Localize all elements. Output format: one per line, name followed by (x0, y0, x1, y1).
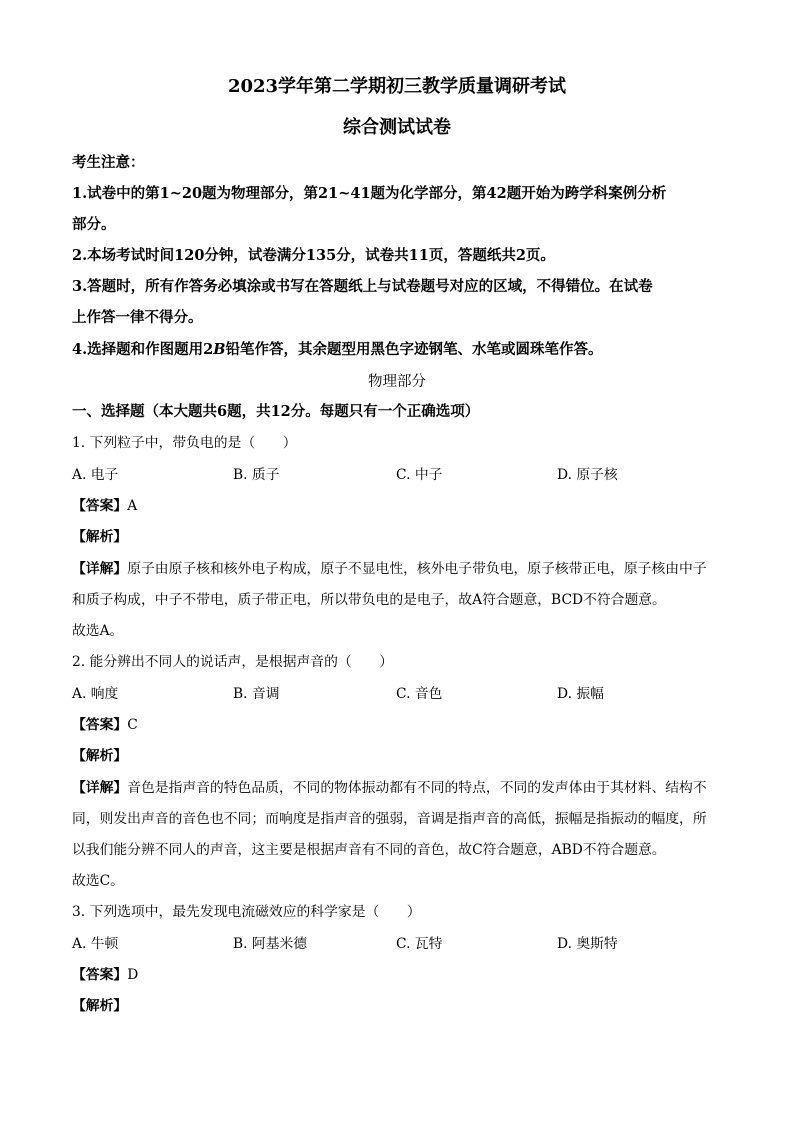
question-1-stem: 1. 下列粒子中，带负电的是（ ） (72, 435, 297, 451)
exam-subtitle: 综合测试试卷 (343, 117, 451, 138)
notice-heading: 考生注意： (72, 154, 145, 171)
question-3-option-a: A. 牛顿 (72, 936, 119, 952)
exam-title: 2023学年第二学期初三教学质量调研考试 (227, 76, 567, 97)
notice-item-1-cont: 部分。 (72, 216, 116, 233)
question-3-stem: 3. 下列选项中，最先发现电流磁效应的科学家是（ ） (72, 904, 421, 920)
notice-item-3-cont: 上作答一律不得分。 (72, 309, 203, 326)
question-3-analysis: 【解析】 (72, 998, 128, 1014)
part-heading: 一、选择题（本大题共6题，共12分。每题只有一个正确选项） (72, 403, 480, 420)
question-3-option-c: C. 瓦特 (396, 936, 443, 952)
question-3-answer: 【答案】D (72, 967, 139, 983)
section-title: 物理部分 (368, 374, 426, 390)
question-2-answer: 【答案】C (72, 717, 138, 733)
question-2-option-c: C. 音色 (396, 686, 443, 702)
question-1-detail-1: 【详解】原子由原子核和核外电子构成，原子不显电性，核外电子带负电，原子核带正电，原子核由中子 (72, 561, 707, 577)
notice-item-1: 1.试卷中的第1~20题为物理部分，第21~41题为化学部分，第42题开始为跨学科案例分析 (72, 185, 667, 202)
question-1-analysis: 【解析】 (72, 529, 128, 545)
question-2-detail-1: 【详解】音色是指声音的特色品质，不同的物体振动都有不同的特点，不同的发声体由于其材料、结构不 (72, 780, 707, 796)
question-2-detail-2: 同，则发出声音的音色也不同；而响度是指声音的强弱，音调是指声音的高低，振幅是指振动的幅度，所 (72, 811, 707, 827)
question-1-option-d: D. 原子核 (557, 467, 618, 483)
question-3-option-d: D. 奥斯特 (557, 936, 618, 952)
question-1-option-a: A. 电子 (72, 467, 119, 483)
question-2-option-d: D. 振幅 (557, 686, 604, 702)
question-1-conclusion: 故选A。 (72, 623, 124, 639)
question-2-conclusion: 故选C。 (72, 873, 124, 889)
notice-item-2: 2.本场考试时间120分钟，试卷满分135分，试卷共11页，答题纸共2页。 (72, 247, 555, 264)
question-1-option-c: C. 中子 (396, 467, 443, 483)
question-3-option-b: B. 阿基米德 (233, 936, 308, 952)
notice-item-3: 3.答题时，所有作答务必填涂或书写在答题纸上与试卷题号对应的区域，不得错位。在试卷 (72, 278, 653, 295)
question-1-option-b: B. 质子 (233, 467, 280, 483)
question-2-analysis: 【解析】 (72, 748, 128, 764)
question-2-detail-3: 以我们能分辨不同人的声音，这主要是根据声音有不同的音色，故C符合题意，ABD不符合题意。 (72, 842, 666, 858)
question-1-answer: 【答案】A (72, 498, 138, 514)
question-2-option-b: B. 音调 (233, 686, 280, 702)
question-2-stem: 2. 能分辨出不同人的说话声，是根据声音的（ ） (72, 654, 394, 670)
notice-item-4: 4.选择题和作图题用2B铅笔作答，其余题型用黑色字迹钢笔、水笔或圆珠笔作答。 (72, 341, 603, 358)
question-1-detail-2: 和质子构成，中子不带电，质子带正电，所以带负电的是电子，故A符合题意，BCD不符合题意。 (72, 592, 666, 608)
question-2-option-a: A. 响度 (72, 686, 119, 702)
